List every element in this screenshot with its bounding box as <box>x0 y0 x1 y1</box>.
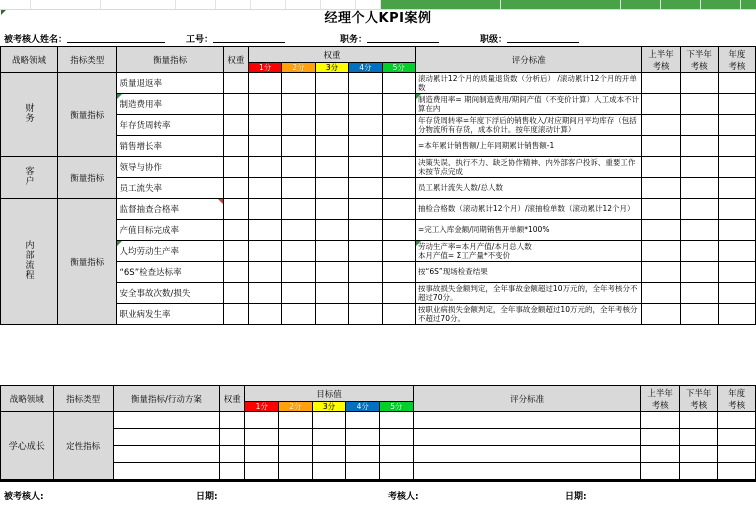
area-label-text: 客户 <box>23 166 34 186</box>
score-level-2分: 2分 <box>282 63 315 73</box>
target-cell-2[interactable] <box>279 429 313 446</box>
target-cell-4[interactable] <box>346 429 380 446</box>
target-cell-2[interactable] <box>282 283 315 304</box>
target-level-3分: 3分 <box>312 402 346 412</box>
header-measure-indicator: 衡量指标 <box>117 47 223 73</box>
metric-name[interactable]: 质量退返率 <box>117 73 223 94</box>
indicator-type-学心成长: 定性指标 <box>53 412 113 480</box>
header-h1-review: 上半年 考核 <box>642 47 680 73</box>
area-label-学心成长: 学心成长 <box>1 412 54 480</box>
target-cell-3[interactable] <box>315 94 348 115</box>
target-cell-1[interactable] <box>248 283 281 304</box>
target-cell-3[interactable] <box>315 241 348 262</box>
target-cell-1[interactable] <box>245 429 279 446</box>
annual-review-cell[interactable] <box>718 283 755 304</box>
weight-cell[interactable] <box>223 73 248 94</box>
column-separator <box>100 0 101 9</box>
metric-name[interactable] <box>113 429 219 446</box>
column-separator <box>30 0 31 9</box>
metric-name[interactable] <box>113 412 219 429</box>
target-cell-2[interactable] <box>282 94 315 115</box>
target-cell-4[interactable] <box>349 178 382 199</box>
target-cell-4[interactable] <box>349 94 382 115</box>
weight-cell[interactable] <box>223 115 248 136</box>
score-level-4分: 4分 <box>349 63 382 73</box>
weight-cell[interactable] <box>223 199 248 220</box>
weight-cell[interactable] <box>220 412 245 429</box>
target-cell-1[interactable] <box>248 178 281 199</box>
target-cell-1[interactable] <box>248 304 281 325</box>
target-cell-2[interactable] <box>282 73 315 94</box>
target-cell-3[interactable] <box>315 262 348 283</box>
score-level-5分: 5分 <box>382 63 415 73</box>
identity-label: 职务： <box>340 35 368 45</box>
metric-name[interactable] <box>113 463 219 480</box>
identity-label: 职级： <box>480 35 508 45</box>
metric-name[interactable]: 员工流失率 <box>117 178 223 199</box>
criteria-text[interactable]: 滚动累计12个月的质量退货数（分析后） /滚动累计12个月的开单数 <box>415 73 642 94</box>
target-cell-5[interactable] <box>382 157 415 178</box>
target-cell-3[interactable] <box>312 446 346 463</box>
header2-measure-indicator: 衡量指标/行动方案 <box>113 386 219 412</box>
area-label-客户 <box>1 157 58 199</box>
identity-field-row <box>0 30 756 46</box>
annual-review-cell[interactable] <box>718 304 755 325</box>
target-cell-3[interactable] <box>315 178 348 199</box>
weight-cell[interactable] <box>223 262 248 283</box>
target-cell-2[interactable] <box>279 446 313 463</box>
h1-review-cell[interactable] <box>641 463 679 480</box>
criteria-text[interactable]: 按事故损失金额判定，全年事故金额超过10万元的，全年考核分不超过70分。 <box>415 283 642 304</box>
area-label-内部流程 <box>1 199 58 325</box>
identity-label: 工号： <box>186 35 214 45</box>
table-row[interactable] <box>1 157 756 178</box>
header-weight-group: 权重 <box>248 47 415 63</box>
h2-review-cell[interactable] <box>680 115 718 136</box>
metric-name[interactable]: 监督抽查合格率 <box>117 199 223 220</box>
target-cell-1[interactable] <box>245 412 279 429</box>
criteria-text[interactable]: 按“6S”现场检查结果 <box>415 262 642 283</box>
metric-name[interactable]: “6S”检查达标率 <box>117 262 223 283</box>
criteria-text[interactable]: 决策失误、执行不力、缺乏协作精神、内外部客户投诉、重要工作未按节点完成 <box>415 157 642 178</box>
area-label-财务 <box>1 73 58 157</box>
h2-review-cell[interactable] <box>679 463 717 480</box>
weight-cell[interactable] <box>223 220 248 241</box>
annual-review-cell[interactable] <box>718 446 756 463</box>
indicator-type-财务: 衡量指标 <box>58 73 117 157</box>
annual-review-cell[interactable] <box>718 178 755 199</box>
identity-value-blank[interactable] <box>213 32 285 43</box>
target-cell-1[interactable] <box>248 73 281 94</box>
identity-field-3[interactable] <box>480 32 579 45</box>
h1-review-cell[interactable] <box>641 446 679 463</box>
footer-divider-rule <box>0 480 756 482</box>
target-cell-2[interactable] <box>282 136 315 157</box>
target-cell-1[interactable] <box>248 241 281 262</box>
weight-cell[interactable] <box>223 157 248 178</box>
target-level-4分: 4分 <box>346 402 380 412</box>
h2-review-cell[interactable] <box>680 178 718 199</box>
target-cell-3[interactable] <box>315 115 348 136</box>
target-cell-4[interactable] <box>349 199 382 220</box>
score-level-3分: 3分 <box>315 63 348 73</box>
criteria-text[interactable]: 劳动生产率=本月产值/本月总人数 本月产值= Σ工产量*不变价 <box>415 241 642 262</box>
target-cell-4[interactable] <box>349 220 382 241</box>
h1-review-cell[interactable] <box>642 262 680 283</box>
h2-review-cell[interactable] <box>679 446 717 463</box>
header2-criteria: 评分标准 <box>413 386 641 412</box>
target-cell-4[interactable] <box>349 157 382 178</box>
target-cell-5[interactable] <box>382 241 415 262</box>
h1-review-cell[interactable] <box>642 136 680 157</box>
metric-name[interactable]: 职业病发生率 <box>117 304 223 325</box>
weight-cell[interactable] <box>223 94 248 115</box>
target-cell-3[interactable] <box>312 412 346 429</box>
identity-field-0[interactable] <box>4 32 165 45</box>
criteria-text[interactable]: 员工累计流失人数/总人数 <box>415 178 642 199</box>
weight-cell[interactable] <box>223 136 248 157</box>
h1-review-cell[interactable] <box>642 241 680 262</box>
header2-annual-review: 年度 考核 <box>718 386 756 412</box>
header-weight: 权重 <box>223 47 248 73</box>
target-cell-4[interactable] <box>349 283 382 304</box>
metric-name[interactable]: 产值目标完成率 <box>117 220 223 241</box>
target-cell-5[interactable] <box>382 283 415 304</box>
annual-review-cell[interactable] <box>718 199 755 220</box>
target-cell-5[interactable] <box>382 304 415 325</box>
target-cell-4[interactable] <box>346 412 380 429</box>
header-indicator-type: 指标类型 <box>58 47 117 73</box>
target-cell-5[interactable] <box>382 178 415 199</box>
target-cell-5[interactable] <box>382 115 415 136</box>
target-cell-2[interactable] <box>282 262 315 283</box>
target-cell-5[interactable] <box>380 429 414 446</box>
metric-name[interactable]: 领导与协作 <box>117 157 223 178</box>
table-row[interactable] <box>1 446 756 463</box>
column-separator <box>620 0 621 9</box>
target-cell-1[interactable] <box>245 463 279 480</box>
h1-review-cell[interactable] <box>641 429 679 446</box>
h2-review-cell[interactable] <box>680 283 718 304</box>
footer-field-1[interactable]: 日期: <box>196 492 218 502</box>
header2-h1-review: 上半年 考核 <box>641 386 679 412</box>
header2-indicator-type: 指标类型 <box>53 386 113 412</box>
indicator-type-内部流程: 衡量指标 <box>58 199 117 325</box>
header2-weight: 权重 <box>220 386 245 412</box>
annual-review-cell[interactable] <box>718 241 755 262</box>
area-label-text: 财务 <box>23 103 34 123</box>
criteria-text[interactable]: =完工入库金额/同期销售开单额*100% <box>415 220 642 241</box>
footer-field-0[interactable]: 被考核人: <box>4 492 44 502</box>
h2-review-cell[interactable] <box>680 220 718 241</box>
annual-review-cell[interactable] <box>718 412 756 429</box>
metric-name[interactable]: 安全事故次数/损失 <box>117 283 223 304</box>
metric-name[interactable]: 人均劳动生产率 <box>117 241 223 262</box>
target-cell-2[interactable] <box>279 463 313 480</box>
target-level-5分: 5分 <box>380 402 414 412</box>
criteria-text[interactable] <box>413 446 641 463</box>
weight-cell[interactable] <box>220 429 245 446</box>
column-separator <box>380 0 381 9</box>
target-cell-5[interactable] <box>380 412 414 429</box>
header-row-top <box>1 47 756 63</box>
h1-review-cell[interactable] <box>642 199 680 220</box>
criteria-text[interactable] <box>413 429 641 446</box>
target-level-2分: 2分 <box>279 402 313 412</box>
target-cell-5[interactable] <box>382 220 415 241</box>
identity-value-blank[interactable] <box>507 32 579 43</box>
target-cell-3[interactable] <box>312 429 346 446</box>
target-cell-4[interactable] <box>349 304 382 325</box>
target-cell-2[interactable] <box>282 199 315 220</box>
target-cell-2[interactable] <box>282 157 315 178</box>
target-cell-3[interactable] <box>312 463 346 480</box>
h2-review-cell[interactable] <box>680 94 718 115</box>
table-row[interactable] <box>1 429 756 446</box>
criteria-text[interactable] <box>413 463 641 480</box>
annual-review-cell[interactable] <box>718 262 755 283</box>
weight-cell[interactable] <box>223 283 248 304</box>
identity-value-blank[interactable] <box>367 32 439 43</box>
target-cell-4[interactable] <box>349 241 382 262</box>
target-cell-1[interactable] <box>245 446 279 463</box>
target-cell-1[interactable] <box>248 199 281 220</box>
annual-review-cell[interactable] <box>718 136 755 157</box>
identity-field-1[interactable] <box>186 32 285 45</box>
target-cell-3[interactable] <box>315 220 348 241</box>
header-strategy-area: 战略领域 <box>1 47 58 73</box>
criteria-text[interactable]: 年存货周转率=年度下浮后的销售收入/对应期间月平均库存（包括分物流所有存货，成本价计。按年度滚动计算） <box>415 115 642 136</box>
target-cell-3[interactable] <box>315 136 348 157</box>
target-cell-3[interactable] <box>315 199 348 220</box>
target-cell-3[interactable] <box>315 157 348 178</box>
target-cell-5[interactable] <box>382 262 415 283</box>
h2-review-cell[interactable] <box>680 262 718 283</box>
target-cell-2[interactable] <box>282 220 315 241</box>
h2-review-cell[interactable] <box>680 304 718 325</box>
column-separator <box>660 0 661 9</box>
annual-review-cell[interactable] <box>718 115 755 136</box>
target-cell-5[interactable] <box>382 73 415 94</box>
target-cell-1[interactable] <box>248 220 281 241</box>
weight-cell[interactable] <box>223 241 248 262</box>
target-cell-1[interactable] <box>248 157 281 178</box>
target-cell-2[interactable] <box>282 115 315 136</box>
header2-h2-review: 下半年 考核 <box>679 386 717 412</box>
target-cell-2[interactable] <box>282 241 315 262</box>
criteria-text[interactable]: 按职业病损失金额判定，全年事故金额超过10万元的，全年考核分不超过70分。 <box>415 304 642 325</box>
table-row[interactable] <box>1 73 756 94</box>
criteria-text[interactable] <box>413 412 641 429</box>
target-cell-4[interactable] <box>349 73 382 94</box>
criteria-text[interactable]: 抽检合格数（滚动累计12个月）/滚抽检单数（滚动累计12个月） <box>415 199 642 220</box>
h1-review-cell[interactable] <box>642 157 680 178</box>
metric-name[interactable]: 销售增长率 <box>117 136 223 157</box>
annual-review-cell[interactable] <box>718 220 755 241</box>
footer-field-2[interactable]: 考核人: <box>388 492 419 502</box>
weight-cell[interactable] <box>220 446 245 463</box>
target-cell-3[interactable] <box>315 73 348 94</box>
annual-review-cell[interactable] <box>718 73 755 94</box>
h1-review-cell[interactable] <box>642 73 680 94</box>
h1-review-cell[interactable] <box>642 94 680 115</box>
h1-review-cell[interactable] <box>642 304 680 325</box>
target-cell-3[interactable] <box>315 304 348 325</box>
column-separator <box>285 0 286 9</box>
target-cell-5[interactable] <box>380 463 414 480</box>
column-separator <box>215 0 216 9</box>
document-title: 经理个人KPI案例 <box>324 11 432 26</box>
column-separator <box>500 0 501 9</box>
target-cell-5[interactable] <box>380 446 414 463</box>
target-cell-1[interactable] <box>248 262 281 283</box>
column-separator <box>250 0 251 9</box>
target-cell-2[interactable] <box>279 412 313 429</box>
target-cell-1[interactable] <box>248 136 281 157</box>
h1-review-cell[interactable] <box>642 220 680 241</box>
target-cell-5[interactable] <box>382 199 415 220</box>
header2-target-group: 目标值 <box>245 386 413 402</box>
h2-review-cell[interactable] <box>680 241 718 262</box>
target-cell-1[interactable] <box>248 115 281 136</box>
target-cell-4[interactable] <box>346 463 380 480</box>
h2-review-cell[interactable] <box>679 429 717 446</box>
target-cell-4[interactable] <box>349 115 382 136</box>
annual-review-cell[interactable] <box>718 94 755 115</box>
target-cell-5[interactable] <box>382 94 415 115</box>
h1-review-cell[interactable] <box>641 412 679 429</box>
score-level-1分: 1分 <box>248 63 281 73</box>
h1-review-cell[interactable] <box>642 115 680 136</box>
metric-name[interactable]: 制造费用率 <box>117 94 223 115</box>
column-separator <box>175 0 176 9</box>
indicator-type-客户: 衡量指标 <box>58 157 117 199</box>
header-criteria: 评分标准 <box>415 47 642 73</box>
h2-review-cell[interactable] <box>680 157 718 178</box>
h1-review-cell[interactable] <box>642 283 680 304</box>
weight-cell[interactable] <box>223 304 248 325</box>
metric-name[interactable]: 年存货周转率 <box>117 115 223 136</box>
weight-cell[interactable] <box>223 178 248 199</box>
annual-review-cell[interactable] <box>718 463 756 480</box>
column-separator <box>700 0 701 9</box>
header-annual-review: 年度 考核 <box>718 47 755 73</box>
kpi-table[interactable] <box>0 46 756 325</box>
target-cell-5[interactable] <box>382 136 415 157</box>
metric-name[interactable] <box>113 446 219 463</box>
target-cell-4[interactable] <box>349 262 382 283</box>
kpi-table[interactable] <box>0 385 756 480</box>
target-cell-1[interactable] <box>248 94 281 115</box>
h1-review-cell[interactable] <box>642 178 680 199</box>
criteria-text[interactable]: =本年累计销售额/上年同期累计销售额-1 <box>415 136 642 157</box>
annual-review-cell[interactable] <box>718 157 755 178</box>
target-cell-2[interactable] <box>282 304 315 325</box>
identity-label: 被考核人姓名： <box>4 35 68 45</box>
target-cell-4[interactable] <box>349 136 382 157</box>
h2-review-cell[interactable] <box>679 412 717 429</box>
target-cell-3[interactable] <box>315 283 348 304</box>
header-h2-review: 下半年 考核 <box>680 47 718 73</box>
identity-field-2[interactable] <box>340 32 439 45</box>
h2-review-cell[interactable] <box>680 73 718 94</box>
identity-value-blank[interactable] <box>67 32 165 43</box>
weight-cell[interactable] <box>220 463 245 480</box>
target-level-1分: 1分 <box>245 402 279 412</box>
table-row[interactable] <box>1 199 756 220</box>
criteria-text[interactable]: 制造费用率= 期间制造费用/期间产值（不变价计算）人工成本不计算在内 <box>415 94 642 115</box>
table-row[interactable] <box>1 412 756 429</box>
h2-review-cell[interactable] <box>680 136 718 157</box>
target-cell-4[interactable] <box>346 446 380 463</box>
header2-strategy-area: 战略领域 <box>1 386 54 412</box>
table-row[interactable] <box>1 463 756 480</box>
column-separator <box>740 0 741 9</box>
header2-row-top <box>1 386 756 402</box>
h2-review-cell[interactable] <box>680 199 718 220</box>
footer-field-3[interactable]: 日期: <box>565 492 587 502</box>
target-cell-2[interactable] <box>282 178 315 199</box>
annual-review-cell[interactable] <box>718 429 756 446</box>
column-separator <box>320 0 321 9</box>
column-separator <box>355 0 356 9</box>
area-label-text: 内部流程 <box>23 240 34 280</box>
